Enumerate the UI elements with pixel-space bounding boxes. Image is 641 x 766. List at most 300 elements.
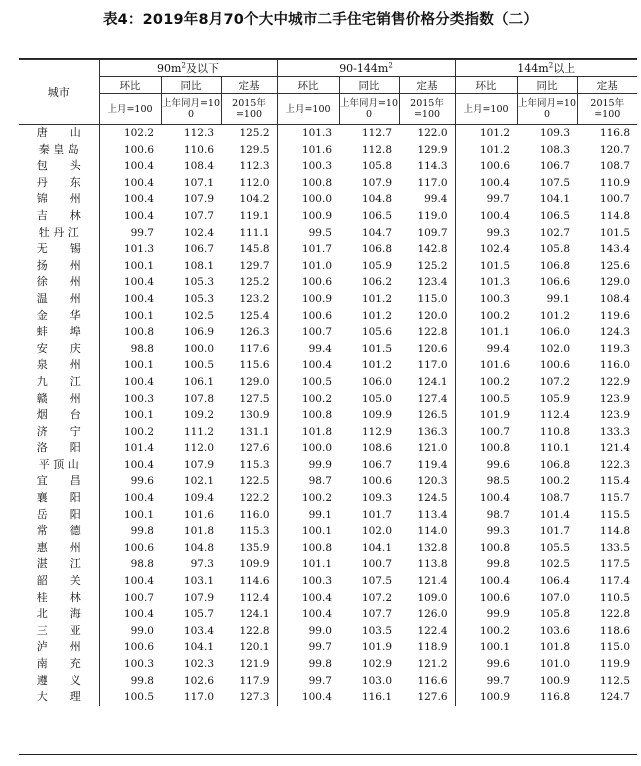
index-value: 99.7 [308, 641, 332, 654]
index-value: 103.4 [183, 624, 214, 637]
index-value: 100.4 [123, 276, 154, 289]
sub-header-fixed-base: 定基 [221, 77, 277, 94]
index-value: 100.5 [123, 691, 154, 704]
table-row [19, 407, 637, 424]
index-value: 100.1 [123, 259, 154, 272]
city-name: 扬 州 [19, 258, 99, 275]
city-name: 襄 阳 [19, 490, 99, 507]
index-value: 125.2 [221, 274, 277, 291]
index-value: 98.7 [486, 508, 510, 521]
table-row [19, 158, 637, 175]
index-value: 100.7 [479, 425, 510, 438]
index-value: 133.5 [599, 541, 630, 554]
index-value: 99.7 [486, 193, 510, 206]
index-value: 100.4 [123, 608, 154, 621]
index-value: 115.3 [221, 523, 277, 540]
index-value: 105.8 [539, 608, 570, 621]
city-name: 平 顶 山 [19, 457, 99, 474]
index-value: 100.4 [123, 575, 154, 588]
index-value: 100.4 [479, 492, 510, 505]
table-row [19, 507, 637, 524]
index-value: 120.3 [399, 473, 455, 490]
index-value: 108.7 [599, 160, 630, 173]
index-value: 118.6 [599, 624, 630, 637]
index-value: 109.9 [221, 556, 277, 573]
table-row [19, 175, 637, 192]
index-value: 100.5 [183, 359, 214, 372]
index-value: 126.3 [221, 324, 277, 341]
index-value: 101.5 [599, 226, 630, 239]
index-value: 122.4 [399, 623, 455, 640]
base-header-yoy: 上年同月=100 [517, 94, 577, 125]
index-value: 115.0 [399, 291, 455, 308]
index-value: 119.4 [399, 457, 455, 474]
index-value: 120.0 [399, 308, 455, 325]
index-value: 105.6 [361, 326, 392, 339]
table-row [19, 125, 637, 142]
index-value: 100.4 [123, 209, 154, 222]
index-value: 100.6 [123, 541, 154, 554]
index-value: 100.0 [183, 342, 214, 355]
table-row [19, 324, 637, 341]
city-name: 宜 昌 [19, 473, 99, 490]
index-value: 101.2 [479, 127, 510, 139]
index-value: 103.1 [183, 575, 214, 588]
sub-header-fixed-base: 定基 [577, 77, 637, 94]
index-value: 121.9 [221, 656, 277, 673]
index-value: 100.8 [301, 409, 332, 422]
index-value: 107.0 [539, 591, 570, 604]
index-value: 127.5 [221, 391, 277, 408]
index-value: 107.5 [539, 176, 570, 189]
index-value: 123.4 [399, 274, 455, 291]
index-value: 102.4 [183, 226, 214, 239]
index-value: 105.3 [183, 276, 214, 289]
table-row [19, 673, 637, 690]
index-value: 100.6 [539, 359, 570, 372]
index-value: 119.9 [599, 658, 630, 670]
base-header-yoy: 上年同月=100 [161, 94, 221, 125]
index-value: 119.3 [599, 342, 630, 355]
bottom-rule [19, 754, 637, 755]
index-value: 129.0 [599, 276, 630, 289]
index-value: 124.1 [399, 374, 455, 391]
index-value: 109.2 [183, 409, 214, 422]
index-value: 136.3 [399, 424, 455, 441]
index-value: 102.4 [479, 243, 510, 256]
index-value: 100.6 [301, 309, 332, 322]
index-value: 112.3 [221, 158, 277, 175]
index-value: 100.4 [123, 160, 154, 173]
index-value: 102.9 [361, 658, 392, 670]
index-value: 100.5 [301, 375, 332, 388]
index-value: 99.6 [486, 458, 510, 471]
city-name: 济 宁 [19, 424, 99, 441]
index-value: 106.9 [183, 326, 214, 339]
index-value: 104.8 [183, 541, 214, 554]
index-value: 109.7 [399, 225, 455, 242]
index-value: 99.8 [486, 558, 510, 571]
index-value: 99.9 [308, 458, 332, 471]
index-value: 107.1 [183, 176, 214, 189]
index-value: 107.5 [361, 575, 392, 588]
index-value: 131.1 [221, 424, 277, 441]
index-value: 114.0 [399, 523, 455, 540]
index-value: 106.1 [183, 375, 214, 388]
index-value: 117.0 [183, 691, 214, 704]
index-value: 125.2 [221, 125, 277, 142]
group-header-small: $90m^2$及以下 [99, 60, 277, 77]
index-value: 100.6 [479, 160, 510, 173]
index-value: 104.8 [361, 193, 392, 206]
index-value: 123.9 [599, 392, 630, 405]
index-value: 102.6 [183, 674, 214, 687]
city-name: 温 州 [19, 291, 99, 308]
index-value: 99.5 [308, 226, 332, 239]
city-name: 三 亚 [19, 623, 99, 640]
table-row [19, 590, 637, 607]
table-row [19, 391, 637, 408]
index-value: 110.1 [539, 442, 570, 455]
city-name: 惠 州 [19, 540, 99, 557]
index-value: 102.0 [539, 342, 570, 355]
index-value: 99.3 [486, 525, 510, 538]
index-value: 105.8 [361, 160, 392, 173]
index-value: 101.6 [301, 143, 332, 156]
index-value: 101.0 [301, 259, 332, 272]
index-value: 120.7 [599, 143, 630, 156]
index-value: 107.7 [183, 209, 214, 222]
index-value: 99.4 [399, 191, 455, 208]
index-value: 107.9 [183, 458, 214, 471]
index-value: 100.2 [479, 375, 510, 388]
index-value: 100.9 [301, 292, 332, 305]
index-value: 104.1 [183, 641, 214, 654]
index-value: 100.6 [123, 143, 154, 156]
index-value: 101.8 [539, 641, 570, 654]
index-value: 100.9 [479, 691, 510, 704]
base-header-fixed-base: 2015年=100 [399, 94, 455, 125]
index-value: 101.5 [479, 259, 510, 272]
index-value: 101.4 [539, 508, 570, 521]
city-name: 唐 山 [19, 125, 99, 142]
index-value: 127.6 [399, 689, 455, 706]
index-value: 106.2 [361, 276, 392, 289]
index-value: 132.8 [399, 540, 455, 557]
index-value: 110.5 [599, 591, 630, 604]
index-value: 124.7 [599, 691, 630, 704]
index-value: 101.6 [479, 359, 510, 372]
index-value: 101.1 [479, 326, 510, 339]
table-row [19, 540, 637, 557]
index-value: 103.6 [539, 624, 570, 637]
index-value: 100.4 [123, 176, 154, 189]
index-value: 117.9 [221, 673, 277, 690]
index-value: 99.0 [308, 624, 332, 637]
table-row [19, 424, 637, 441]
index-value: 105.9 [361, 259, 392, 272]
index-value: 99.4 [486, 342, 510, 355]
index-value: 105.7 [183, 608, 214, 621]
index-value: 115.4 [599, 475, 630, 488]
index-value: 106.7 [539, 160, 570, 173]
city-name: 金 华 [19, 308, 99, 325]
index-value: 127.3 [221, 689, 277, 706]
index-value: 100.8 [301, 541, 332, 554]
index-value: 125.6 [599, 259, 630, 272]
index-value: 99.6 [486, 658, 510, 670]
city-name: 岳 阳 [19, 507, 99, 524]
index-value: 116.0 [221, 507, 277, 524]
index-value: 100.0 [301, 193, 332, 206]
index-value: 114.3 [399, 158, 455, 175]
table-row [19, 142, 637, 159]
index-value: 100.5 [479, 392, 510, 405]
index-value: 99.6 [130, 475, 154, 488]
table-row [19, 473, 637, 490]
index-value: 106.8 [361, 243, 392, 256]
index-value: 108.3 [539, 143, 570, 156]
table-row [19, 291, 637, 308]
index-value: 100.1 [123, 508, 154, 521]
city-name: 南 充 [19, 656, 99, 673]
city-name: 徐 州 [19, 274, 99, 291]
table-row [19, 556, 637, 573]
index-value: 100.4 [301, 591, 332, 604]
index-value: 113.8 [399, 556, 455, 573]
index-value: 112.7 [361, 127, 392, 139]
index-value: 111.2 [183, 425, 214, 438]
index-value: 105.5 [539, 541, 570, 554]
index-value: 122.9 [599, 375, 630, 388]
city-name: 桂 林 [19, 590, 99, 607]
index-value: 100.0 [301, 442, 332, 455]
index-value: 117.0 [399, 357, 455, 374]
table-row [19, 274, 637, 291]
index-value: 122.5 [221, 473, 277, 490]
index-value: 129.7 [221, 258, 277, 275]
index-value: 106.7 [361, 458, 392, 471]
index-value: 100.4 [123, 193, 154, 206]
sub-header-mom: 环比 [99, 77, 161, 94]
index-value: 101.7 [539, 525, 570, 538]
index-value: 125.4 [221, 308, 277, 325]
city-name: 烟 台 [19, 407, 99, 424]
index-value: 106.4 [539, 575, 570, 588]
index-value: 107.7 [361, 608, 392, 621]
index-value: 103.0 [361, 674, 392, 687]
index-value: 100.8 [479, 541, 510, 554]
city-name: 泸 州 [19, 639, 99, 656]
index-value: 112.8 [361, 143, 392, 156]
index-value: 102.0 [361, 525, 392, 538]
index-value: 108.1 [183, 259, 214, 272]
index-value: 100.3 [301, 160, 332, 173]
index-value: 109.3 [539, 127, 570, 139]
city-name: 大 理 [19, 689, 99, 706]
table-row [19, 208, 637, 225]
sub-header-mom: 环比 [277, 77, 339, 94]
city-name: 韶 关 [19, 573, 99, 590]
table-row [19, 341, 637, 358]
index-value: 100.7 [361, 558, 392, 571]
table-row [19, 308, 637, 325]
index-value: 100.4 [123, 292, 154, 305]
city-name: 安 庆 [19, 341, 99, 358]
city-name: 牡 丹 江 [19, 225, 99, 242]
index-value: 99.8 [130, 525, 154, 538]
index-value: 121.4 [599, 442, 630, 455]
index-value: 101.8 [301, 425, 332, 438]
index-value: 120.1 [221, 639, 277, 656]
index-value: 100.2 [123, 425, 154, 438]
index-value: 100.7 [301, 326, 332, 339]
index-value: 100.1 [123, 359, 154, 372]
index-value: 100.3 [123, 658, 154, 670]
index-value: 102.2 [123, 127, 154, 139]
table-row [19, 374, 637, 391]
base-header-row [19, 94, 637, 125]
table-row [19, 440, 637, 457]
table-row [19, 490, 637, 507]
index-value: 124.1 [221, 606, 277, 623]
index-value: 100.2 [539, 475, 570, 488]
index-value: 101.9 [361, 641, 392, 654]
index-value: 111.1 [221, 225, 277, 242]
index-value: 112.3 [183, 127, 214, 139]
group-header-medium: $90-144m^2$ [277, 60, 455, 77]
index-value: 121.4 [399, 573, 455, 590]
index-value: 106.8 [539, 259, 570, 272]
city-name: 常 德 [19, 523, 99, 540]
index-value: 100.9 [301, 209, 332, 222]
index-value: 100.1 [123, 309, 154, 322]
index-value: 100.1 [301, 525, 332, 538]
index-value: 100.6 [479, 591, 510, 604]
index-value: 118.9 [399, 639, 455, 656]
index-value: 119.6 [599, 309, 630, 322]
index-value: 106.5 [539, 209, 570, 222]
table-row [19, 241, 637, 258]
index-value: 100.2 [479, 309, 510, 322]
index-value: 102.1 [183, 475, 214, 488]
index-value: 120.6 [399, 341, 455, 358]
index-value: 100.4 [123, 492, 154, 505]
index-value: 105.3 [183, 292, 214, 305]
table-row [19, 258, 637, 275]
index-value: 100.6 [361, 475, 392, 488]
index-value: 99.8 [308, 658, 332, 670]
index-value: 126.5 [399, 407, 455, 424]
index-value: 121.2 [399, 656, 455, 673]
index-value: 100.1 [479, 641, 510, 654]
base-header-fixed-base: 2015年=100 [577, 94, 637, 125]
index-value: 100.3 [479, 292, 510, 305]
table-row [19, 191, 637, 208]
index-value: 125.2 [399, 258, 455, 275]
index-value: 107.8 [183, 392, 214, 405]
index-value: 97.3 [190, 558, 214, 571]
index-value: 113.4 [399, 507, 455, 524]
index-value: 115.0 [599, 641, 630, 654]
index-value: 101.8 [183, 525, 214, 538]
base-header-mom: 上月=100 [455, 94, 517, 125]
index-value: 98.8 [130, 558, 154, 571]
index-value: 100.2 [301, 392, 332, 405]
index-value: 106.0 [539, 326, 570, 339]
index-value: 112.4 [221, 590, 277, 607]
index-value: 101.6 [183, 508, 214, 521]
city-column-header: 城市 [19, 60, 99, 125]
index-value: 103.5 [361, 624, 392, 637]
index-value: 101.7 [301, 243, 332, 256]
index-value: 106.7 [183, 243, 214, 256]
city-name: 丹 东 [19, 175, 99, 192]
city-name: 北 海 [19, 606, 99, 623]
index-value: 135.9 [221, 540, 277, 557]
index-value: 124.5 [399, 490, 455, 507]
index-value: 106.0 [361, 375, 392, 388]
index-value: 101.3 [123, 243, 154, 256]
index-value: 129.5 [221, 142, 277, 159]
index-value: 117.5 [599, 558, 630, 571]
index-value: 98.5 [486, 475, 510, 488]
city-name: 泉 州 [19, 357, 99, 374]
index-value: 122.8 [221, 623, 277, 640]
index-value: 101.7 [361, 508, 392, 521]
index-value: 116.8 [539, 691, 570, 704]
table-body [19, 125, 637, 706]
index-value: 112.0 [183, 442, 214, 455]
index-value: 109.3 [361, 492, 392, 505]
index-value: 100.4 [301, 691, 332, 704]
index-value: 122.8 [399, 324, 455, 341]
city-name: 赣 州 [19, 391, 99, 408]
index-value: 99.1 [546, 292, 570, 305]
index-value: 104.2 [221, 191, 277, 208]
index-value: 106.8 [539, 458, 570, 471]
index-value: 127.6 [221, 440, 277, 457]
index-value: 100.6 [301, 276, 332, 289]
table-row [19, 639, 637, 656]
index-value: 100.7 [123, 591, 154, 604]
index-value: 101.2 [361, 309, 392, 322]
index-value: 102.5 [539, 558, 570, 571]
index-value: 112.5 [599, 674, 630, 687]
table-row [19, 523, 637, 540]
index-value: 101.2 [361, 359, 392, 372]
index-value: 110.8 [539, 425, 570, 438]
sub-header-row [19, 77, 637, 94]
table-row [19, 606, 637, 623]
city-name: 湛 江 [19, 556, 99, 573]
table-row [19, 689, 637, 706]
index-value: 117.0 [399, 175, 455, 192]
index-value: 100.1 [123, 409, 154, 422]
index-value: 100.4 [479, 575, 510, 588]
index-value: 100.7 [599, 193, 630, 206]
sub-header-mom: 环比 [455, 77, 517, 94]
index-value: 116.0 [599, 359, 630, 372]
index-value: 101.3 [479, 276, 510, 289]
index-value: 100.2 [479, 624, 510, 637]
sub-header-yoy: 同比 [517, 77, 577, 94]
index-value: 121.0 [399, 440, 455, 457]
index-value: 116.8 [599, 127, 630, 139]
index-value: 107.9 [183, 193, 214, 206]
index-value: 100.4 [479, 209, 510, 222]
index-value: 117.4 [599, 575, 630, 588]
